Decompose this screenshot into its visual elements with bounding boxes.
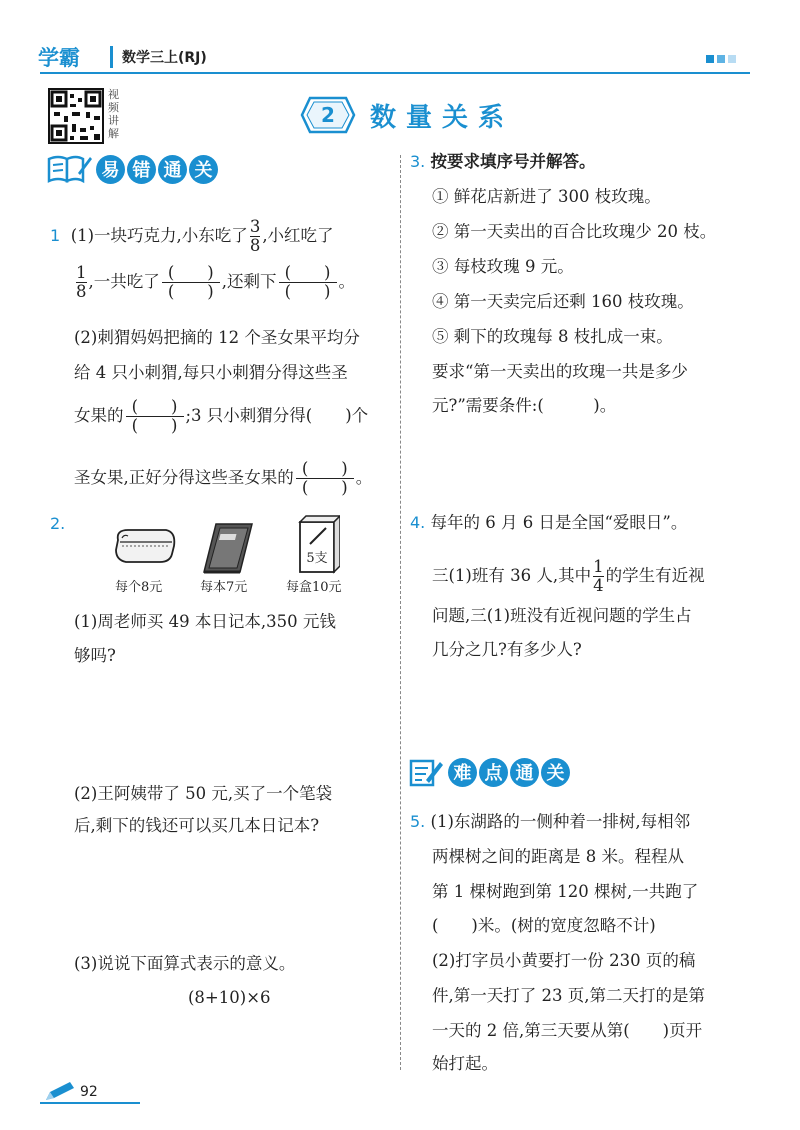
section-header-hard-points (408, 756, 570, 788)
question-5-part-1-line-3: 第 1 棵树跑到第 120 棵树,一共跑了 (432, 882, 699, 901)
question-2-part-1-line-2: 够吗? (74, 646, 116, 665)
question-1-part-2-line-2: 给 4 只小刺猬,每只小刺猬分得这些圣 (74, 363, 348, 382)
section-title-char: 难 (448, 758, 477, 787)
section-title-easy-wrong (96, 155, 218, 184)
question-1-part-2-line-1: (2)刺猬妈妈把摘的 12 个圣女果平均分 (74, 328, 360, 347)
condition-1: ① 鲜花店新进了 300 枝玫瑰。 (432, 187, 661, 206)
pencil-box-icon (296, 514, 340, 580)
question-2-part-2-line-1: (2)王阿姨带了 50 元,买了一个笔袋 (74, 784, 333, 803)
question-4-line-4: 几分之几?有多少人? (432, 640, 582, 659)
pencil-case-icon (112, 520, 178, 574)
question-4-line-2: 三(1)班有 36 人,其中 $\frac{1}{4}$ 的学生有近视 (432, 557, 705, 595)
section-title-char: 点 (479, 758, 508, 787)
question-number: 1 (50, 226, 61, 245)
qr-label: 视频讲解 (108, 88, 119, 140)
qr-code-icon[interactable] (48, 88, 104, 144)
logo-divider (110, 46, 113, 68)
question-2-number: 2. (50, 514, 66, 533)
page-number: 92 (80, 1084, 98, 1100)
question-5-part-1-line-4: ( )米。(树的宽度忽略不计) (432, 916, 656, 935)
question-5-part-2-line-2: 件,第一天打了 23 页,第二天打的是第 (432, 986, 705, 1005)
unit-title: 数量关系 (370, 103, 515, 133)
condition-3: ③ 每枝玫瑰 9 元。 (432, 257, 574, 276)
section-title-char: 易 (96, 155, 125, 184)
answer-blank-fraction[interactable]: $\frac{( )}{( )}$ (296, 460, 354, 497)
pencil-box-label: 5支 (306, 551, 328, 566)
header-rule (40, 72, 750, 74)
open-book-icon (46, 153, 92, 185)
answer-blank-fraction[interactable]: $\frac{( )}{( )}$ (126, 398, 184, 435)
condition-2: ② 第一天卖出的百合比玫瑰少 20 枝。 (432, 222, 717, 241)
item-caption-pencil-box: 每盒10元 (286, 580, 342, 595)
answer-blank-fraction[interactable]: $\frac{( )}{( )}$ (162, 264, 220, 301)
question-3-title: 3. 按要求填序号并解答。 (410, 152, 596, 171)
answer-blank-fraction[interactable]: $\frac{( )}{( )}$ (279, 264, 337, 301)
notepad-pen-icon (408, 756, 444, 788)
question-2-expression: (8+10)×6 (188, 988, 271, 1007)
question-1-part-2-line-4: 圣女果,正好分得这些圣女果的 $\frac{( )}{( )}$ 。 (74, 459, 373, 497)
question-5-part-2-line-4: 始打起。 (432, 1054, 498, 1073)
question-2-part-1-line-1: (1)周老师买 49 本日记本,350 元钱 (74, 612, 336, 631)
fraction-three-eighths: $\frac{3}{8}$ (249, 217, 261, 255)
fraction-one-eighth: $\frac{1}{8}$ (76, 263, 87, 301)
item-caption-pencil-case: 每个8元 (115, 580, 163, 595)
fraction-one-quarter: $\frac{1}{4}$ (593, 557, 604, 595)
question-3-requirement-line-2: 元?”需要条件:( )。 (432, 396, 617, 415)
question-1-part-1-line-2: $\frac{1}{8}$ ,一共吃了 $\frac{( )}{( )}$ ,还剩下 $\frac{( )}{( )}$ 。 (76, 263, 355, 301)
question-2-part-3-line-1: (3)说说下面算式表示的意义。 (74, 954, 296, 973)
question-4-line-3: 问题,三(1)班没有近视问题的学生占 (432, 606, 692, 625)
condition-5: ⑤ 剩下的玫瑰每 8 枝扎成一束。 (432, 327, 673, 346)
question-5-part-2-line-1: (2)打字员小黄要打一份 230 页的稿 (432, 951, 696, 970)
header-squares-decoration (706, 55, 736, 63)
question-4-line-1: 4. 每年的 6 月 6 日是全国“爱眼日”。 (410, 513, 688, 532)
question-5-part-2-line-3: 一天的 2 倍,第三天要从第( )页开 (432, 1021, 703, 1040)
question-1-part-2-line-3: 女果的 $\frac{( )}{( )}$ ;3 只小刺猬分得( )个 (74, 397, 369, 435)
condition-4: ④ 第一天卖完后还剩 160 枝玫瑰。 (432, 292, 694, 311)
section-title-char: 关 (189, 155, 218, 184)
item-caption-notebook: 每本7元 (200, 580, 248, 595)
section-title-char: 错 (127, 155, 156, 184)
column-divider (400, 155, 401, 1070)
section-title-hard-points (448, 758, 570, 787)
footer-rule (40, 1102, 140, 1104)
brand-logo (38, 42, 80, 72)
section-title-char: 关 (541, 758, 570, 787)
logo-text: 学霸 (38, 46, 80, 70)
question-5-part-1-line-1: 5. (1)东湖路的一侧种着一排树,每相邻 (410, 812, 691, 831)
question-1-part-1-line-1: 1 (1)一块巧克力,小东吃了 $\frac{3}{8}$ ,小红吃了 (50, 217, 334, 255)
section-header-easy-wrong (46, 153, 218, 185)
question-2-part-2-line-2: 后,剩下的钱还可以买几本日记本? (74, 816, 320, 835)
section-title-char: 通 (510, 758, 539, 787)
unit-number: 2 (321, 103, 335, 127)
notebook-icon (202, 520, 254, 580)
question-3-requirement-line-1: 要求“第一天卖出的玫瑰一共是多少 (432, 362, 688, 381)
book-title: 数学三上(RJ) (122, 50, 207, 66)
question-5-part-1-line-2: 两棵树之间的距离是 8 米。程程从 (432, 847, 684, 866)
unit-number-badge (300, 96, 356, 138)
section-title-char: 通 (158, 155, 187, 184)
